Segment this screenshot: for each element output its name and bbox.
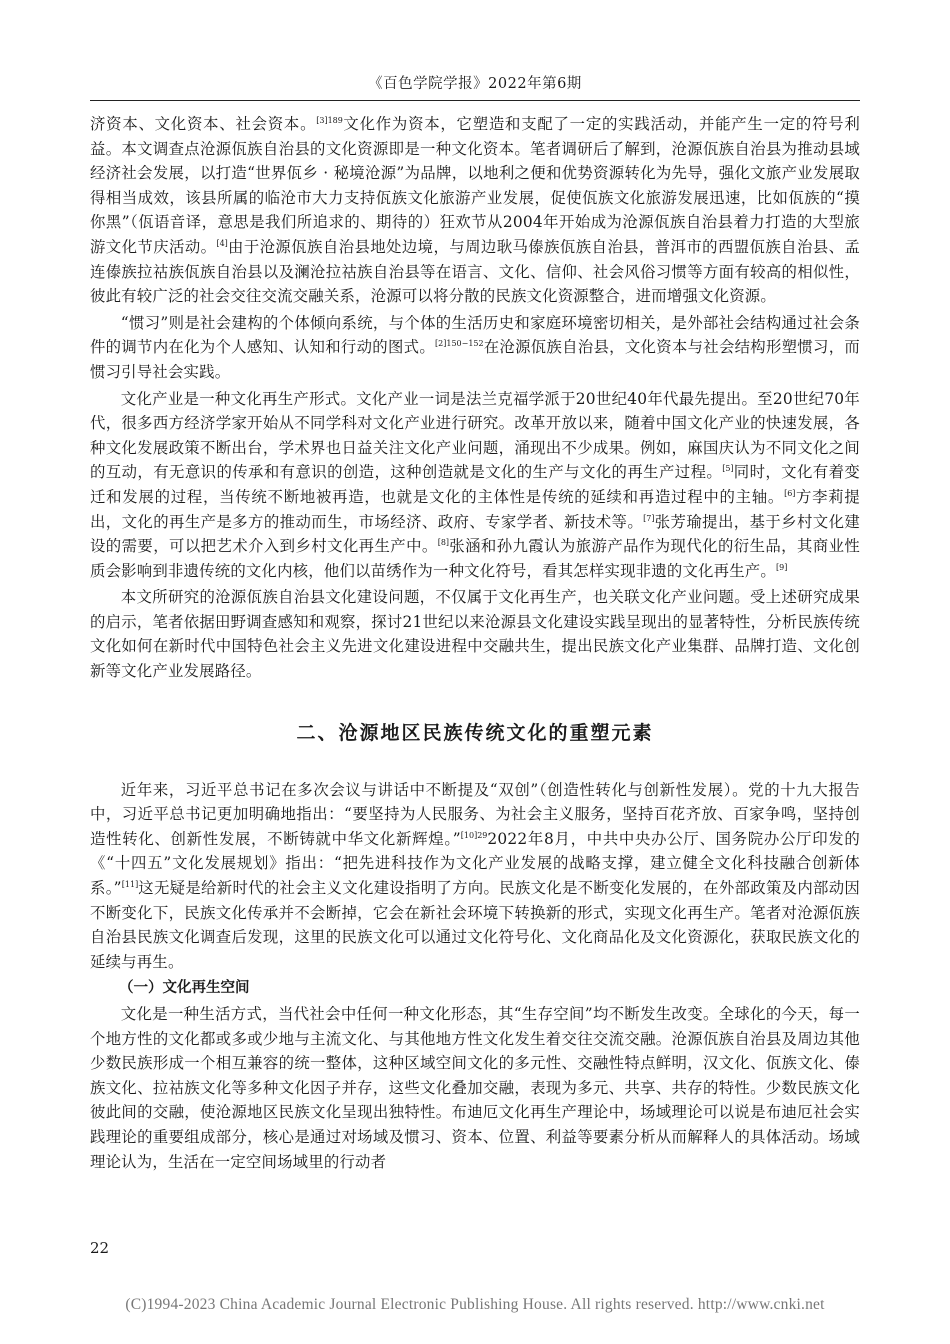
paragraph-text: 2022年8月，中共中央办公厅、国务院办公厅印发的《“十四五”文化发展规划》指出：“把先进科技作为文化产业发展的战略支撑，建立健全文化科技融合创新体系。” bbox=[90, 829, 860, 898]
article-body bbox=[90, 112, 860, 1176]
paragraph-text: 方李莉提出，文化的再生产是多方的推动而生，市场经济、政府、专家学者、新技术等。 bbox=[90, 487, 860, 531]
header-rule bbox=[90, 100, 860, 101]
paragraph bbox=[90, 112, 860, 309]
paragraph-text: 在沧源佤族自治县，文化资本与社会结构形塑惯习，而惯习引导社会实践。 bbox=[90, 338, 860, 381]
paragraph-text: 张芳瑜提出，基于乡村文化建设的需要，可以把艺术介入到乡村文化再生产中。 bbox=[90, 512, 860, 556]
paragraph-text: 近年来，习近平总书记在多次会议与讲话中不断提及“双创”（创造性转化与创新性发展）。党的十九大报告中，习近平总书记更加明确地指出：“要坚持为人民服务、为社会主义服务，坚持百花齐放、百家争鸣，坚持创造性转化、创新性发展，不断铸就中华文化新辉煌。” bbox=[90, 780, 860, 848]
paragraph-text: 由于沧源佤族自治县地处边境，与周边耿马傣族佤族自治县，普洱市的西盟佤族自治县、孟连傣族拉祜族佤族自治县以及澜沧拉祜族自治县等在语言、文化、信仰、社会风俗习惯等方面有较高的相似性，彼此有较广泛的社会交往交流交融关系，沧源可以将分散的民族文化资源整合，进而增强文化资源。 bbox=[90, 237, 860, 306]
citation-ref: [2]150−152 bbox=[435, 339, 484, 349]
paragraph-text: 张涵和孙九霞认为旅游产品作为现代化的衍生品，其商业性质会影响到非遗传统的文化内核，他们以苗绣作为一种文化符号，看其怎样实现非遗的文化再生产。 bbox=[90, 537, 860, 580]
paragraph bbox=[90, 585, 860, 683]
citation-ref: [8] bbox=[437, 537, 450, 547]
paragraph-text: 济资本、文化资本、社会资本。 bbox=[90, 115, 317, 133]
citation-ref: [11] bbox=[121, 879, 139, 889]
paragraph bbox=[90, 387, 860, 584]
paragraph bbox=[90, 1002, 860, 1174]
paragraph-text: 这无疑是给新时代的社会主义文化建设指明了方向。民族文化是不断变化发展的，在外部政策及内部动因不断变化下，民族文化传承并不会断掉，它会在新社会环境下转换新的形式，实现文化再生产。笔者对沧源佤族自治县民族文化调查后发现，这里的民族文化可以通过文化符号化、文化商品化及文化资源化，获取民族文化的延续与再生。 bbox=[90, 879, 860, 971]
citation-ref: [5] bbox=[722, 464, 734, 474]
citation-ref: [9] bbox=[776, 562, 788, 572]
running-head: 《百色学院学报》2022年第6期 bbox=[368, 76, 582, 92]
paragraph-text: 本文所研究的沧源佤族自治县文化建设问题，不仅属于文化再生产，也关联文化产业问题。受上述研究成果的启示，笔者依据田野调查感知和观察，探讨21世纪以来沧源县文化建设实践呈现出的显著特性，分析民族传统文化如何在新时代中国特色社会主义先进文化建设进程中交融共生，提出民族文化产业集群、品牌打造、文化创新等文化产业发展路径。 bbox=[90, 588, 860, 681]
paragraph-group-bottom bbox=[90, 1002, 860, 1174]
citation-ref: [6] bbox=[784, 488, 796, 498]
paragraph-text: “惯习”则是社会建构的个体倾向系统，与个体的生活历史和家庭环境密切相关，是外部社会结构通过社会条件的调节内在化为个人感知、认知和行动的图式。 bbox=[90, 313, 860, 357]
paragraph bbox=[90, 311, 860, 385]
page-number: 22 bbox=[90, 1239, 110, 1257]
paragraph-text: 同时，文化有着变迁和发展的过程，当传统不断地被再造，也就是文化的主体性是传统的延续和再造过程中的主轴。 bbox=[90, 463, 860, 506]
copyright-footer: (C)1994-2023 China Academic Journal Electronic Publishing House. All rights reserved. http://www.cnki.net bbox=[125, 1296, 825, 1313]
section-title: 二、沧源地区民族传统文化的重塑元素 bbox=[296, 721, 654, 744]
citation-ref: [3]189 bbox=[316, 115, 343, 125]
citation-ref: [7] bbox=[643, 513, 655, 523]
paragraph-text: 文化作为资本，它塑造和支配了一定的实践活动，并能产生一定的符号利益。本文调查点沧源佤族自治县的文化资源即是一种文化资本。笔者调研后了解到，沧源佤族自治县为推动县域经济社会发展，以打造“世界佤乡 · 秘境沧源”为品牌，以地利之便和优势资源转化为先导，强化文旅产业发展取得相当成效，该县所属的临沧市大力支持佤族文化旅游产业发展，促使佤族文化旅游发展迅速，比如佤族的“摸你黑”（佤语音译，意思是我们所追求的、期待的）狂欢节从2004年开始成为沧源佤族自治县着力打造的大型旅游文化节庆活动。 bbox=[90, 115, 860, 256]
subsection-title: （一）文化再生空间 bbox=[119, 980, 250, 997]
paragraph-text: 文化是一种生活方式，当代社会中任何一种文化形态，其“生存空间”均不断发生改变。全球化的今天，每一个地方性的文化都或多或少地与主流文化、与其他地方性文化发生着交往交流交融。沧源佤族自治县及周边其他少数民族形成一个相互兼容的统一整体，这种区域空间文化的多元性、交融性特点鲜明，汉文化、佤族文化、傣族文化、拉祜族文化等多种文化因子并存，这些文化叠加交融，表现为多元、共享、共存的特性。少数民族文化彼此间的交融，使沧源地区民族文化呈现出独特性。布迪厄文化再生产理论中，场域理论可以说是布迪厄社会实践理论的重要组成部分，核心是通过对场域及惯习、资本、位置、利益等要素分析从而解释人的具体活动。场域理论认为，生活在一定空间场域里的行动者 bbox=[90, 1005, 860, 1171]
paragraph-group-mid bbox=[90, 778, 860, 975]
paragraph bbox=[90, 778, 860, 975]
paragraph-text: 文化产业是一种文化再生产形式。文化产业一词是法兰克福学派于20世纪40年代最先提出。至20世纪70年代，很多西方经济学家开始从不同学科对文化产业进行研究。改革开放以来，随着中国文化产业的快速发展，各种文化发展政策不断出台，学术界也日益关注文化产业问题，涌现出不少成果。例如，麻国庆认为不同文化之间的互动，有无意识的传承和有意识的创造，这种创造就是文化的生产与文化的再生产过程。 bbox=[90, 389, 860, 482]
citation-ref: [4] bbox=[216, 238, 228, 248]
citation-ref: [10]29 bbox=[460, 830, 488, 840]
paragraph-group-top bbox=[90, 112, 860, 684]
